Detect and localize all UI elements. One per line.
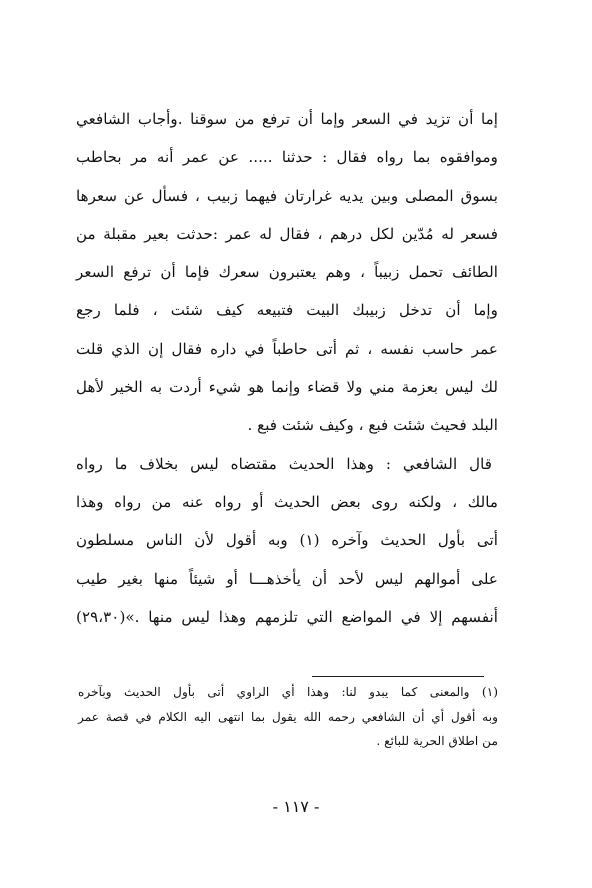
text-line: وإما أن تدخل زبيبك البيت فتبيعه كيف شئت ، فلما رجع xyxy=(76,301,498,320)
footnote-line: من اطلاق الحرية للبائع . xyxy=(376,734,498,748)
text-line: قال الشافعي : وهذا الحديث مقتضاه ليس بخلاف ما رواه xyxy=(76,454,492,473)
text-line: عمر حاسب نفسه ، ثم أتى حاطباً في داره فقال إن الذي قلت xyxy=(76,339,498,358)
text-line: فسعر له مُدّين لكل درهم ، فقال له عمر :حدثت بعير مقبلة من xyxy=(76,224,498,243)
text-line: إما أن تزيد في السعر وإما أن ترفع من سوقنا .وأجاب الشافعي xyxy=(76,110,498,128)
text-line: البلد فحيث شئت فبع ، وكيف شئت فبع . xyxy=(247,416,498,435)
text-line: لك ليس بعزمة مني ولا قضاء وإنما هو شيء أردت به الخير لأهل xyxy=(76,378,498,397)
text-line: وموافقوه بما رواه فقال : حدثنا ..... عن عمر أنه مر بحاطب xyxy=(76,148,498,167)
text-line: بسوق المصلى وبين يديه غرارتان فيهما زبيب ، فسأل عن سعرها xyxy=(76,186,498,205)
footnote-separator xyxy=(312,676,484,677)
main-text-block xyxy=(76,100,498,636)
text-line: أتى بأول الحديث وآخره (١) وبه أقول لأن الناس مسلطون xyxy=(76,531,498,550)
text-line: مالك ، ولكنه روى بعض الحديث أو رواه عنه من رواه وهذا xyxy=(76,492,498,511)
footnote-line: (١) والمعنى كما يبدو لنا: وهذا أي الراوي أتى بأول الحديث وبآخره xyxy=(78,685,498,699)
page-number: - ١١٧ - xyxy=(272,797,320,816)
text-line: الطائف تحمل زبيباً ، وهم يعتبرون سعرك فإما أن ترفع السعر xyxy=(76,263,498,282)
footnote-line: وبه أقول أي أن الشافعي رحمه الله يقول بما انتهى اليه الكلام في قصة عمر xyxy=(78,709,498,724)
footnote-block xyxy=(78,680,498,754)
text-line: أنفسهم إلا في المواضع التي تلزمهم وهذا ليس منها .»(٢٩،٣٠) xyxy=(76,607,498,626)
text-line: على أموالهم ليس لأحد أن يأخذهـــا أو شيئاً منها بغير طيب xyxy=(76,569,498,588)
